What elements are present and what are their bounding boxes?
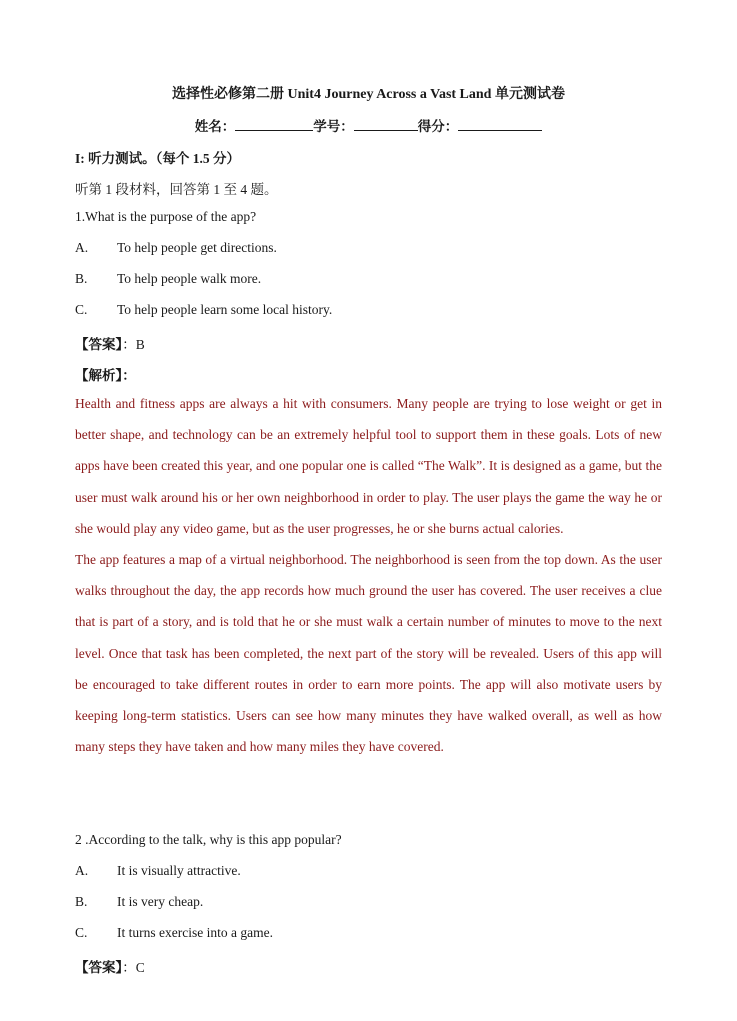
q2-answer [75,956,145,976]
option-text: It is very cheap. [117,894,204,909]
q2-option-a [75,863,241,879]
q1-answer [75,333,145,353]
answer-value: ：C [122,960,145,975]
document-title: 选择性必修第二册 Unit4 Journey Across a Vast Land 单元测试卷 [172,87,565,102]
q1-option-b [75,271,261,287]
option-letter: B. [75,894,88,909]
question-2: 2 .According to the talk, why is this app popular? [75,832,342,847]
q1-option-a [75,240,277,256]
section-heading: I: 听力测试。（每个 1.5 分） [75,151,240,166]
transcript-paragraph-2: The app features a map of a virtual neighborhood. The neighborhood is seen from the top down. As the user walks throughout the day, the app records how much ground the user has covered. The user receives a clue that is part of a story, and is told that he or she must walk a certain number of minutes to move to the next level. Once that task has been completed, the next part of the story will be revealed. Users of this app will be encouraged to take different routes in order to earn more points. The app will also motivate users by keeping long-term statistics. Users can see how many minutes they have walked overall, as well as how many steps they have taken and how many miles they have covered. [75,552,662,755]
answer-label: 【答案】 [75,337,123,352]
question-1: 1.What is the purpose of the app? [75,209,257,224]
option-text: To help people walk more. [117,271,262,286]
section-instruction: 听第 1 段材料，回答第 1 至 4 题。 [75,182,278,197]
option-letter: A. [75,863,89,878]
analysis-suffix: ： [122,368,136,383]
option-letter: C. [75,302,88,317]
name-label: 姓名： [194,119,236,134]
answer-value: ：B [122,337,145,352]
score-label: 得分： [417,119,459,134]
student-info-line [0,115,737,135]
q2-option-c [75,925,273,941]
q1-option-c [75,302,332,318]
option-text: To help people get directions. [117,240,277,255]
option-letter: B. [75,271,88,286]
answer-label: 【答案】 [75,960,123,975]
option-text: It turns exercise into a game. [117,925,273,940]
name-blank[interactable] [235,117,313,131]
analysis-label: 【解析】 [75,368,123,383]
option-text: It is visually attractive. [117,863,241,878]
id-blank[interactable] [354,117,418,131]
option-text: To help people learn some local history. [117,302,333,317]
option-letter: A. [75,240,89,255]
score-blank[interactable] [458,117,542,131]
id-label: 学号： [313,119,354,134]
q1-analysis-heading [75,364,136,384]
transcript-paragraph-1: Health and fitness apps are always a hit with consumers. Many people are trying to lose weight or get in better shape, and technology can be an extremely helpful tool to support them in these goals. Lots of new apps have been created this year, and one popular one is called “The Walk”. It is designed as a game, but the user must walk around his or her own neighborhood in order to play. The user plays the game the way he or she would play any video game, but as the user progresses, he or she burns actual calories. [75,396,662,536]
option-letter: C. [75,925,88,940]
transcript-analysis [75,388,662,762]
q2-option-b [75,894,203,910]
